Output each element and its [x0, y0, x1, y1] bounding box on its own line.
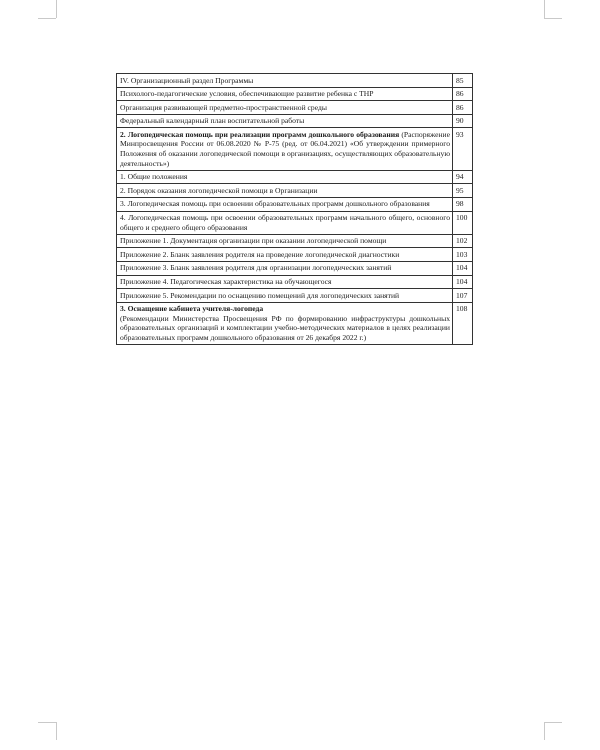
crop-mark	[544, 722, 562, 723]
toc-page-number: 108	[453, 302, 473, 344]
toc-title: Психолого-педагогические условия, обеспечивающие развитие ребенка с ТНР	[117, 87, 453, 101]
toc-title: 4. Логопедическая помощь при освоении образовательных программ начального общего, основного общего и среднего общего образования	[117, 211, 453, 234]
toc-row	[117, 211, 473, 234]
toc-title: Приложение 4. Педагогическая характеристика на обучающегося	[117, 275, 453, 289]
toc-section-note: (Распоряжение Минпросвещения России от 06.08.2020 № Р-75 (ред. от 06.04.2021) «Об утверждении примерного Положения об оказании логопедической помощи в организациях, осуществляющих образовательную деятельность»)	[120, 129, 450, 168]
toc-page-number: 103	[453, 248, 473, 262]
toc-page-number: 98	[453, 197, 473, 211]
toc-page-number: 94	[453, 170, 473, 184]
toc-row	[117, 289, 473, 303]
crop-mark	[38, 18, 56, 19]
toc-page-number: 93	[453, 128, 473, 170]
toc-title: IV. Организационный раздел Программы	[117, 74, 453, 88]
toc-page-number: 86	[453, 87, 473, 101]
toc-title: 2. Порядок оказания логопедической помощи в Организации	[117, 184, 453, 198]
toc-row	[117, 275, 473, 289]
toc-title: Приложение 1. Документация организации при оказании логопедической помощи	[117, 234, 453, 248]
toc-row	[117, 170, 473, 184]
crop-mark	[544, 722, 545, 740]
toc-title: Приложение 2. Бланк заявления родителя на проведение логопедической диагностики	[117, 248, 453, 262]
toc-row	[117, 128, 473, 170]
crop-mark	[38, 722, 56, 723]
toc-page-number: 90	[453, 114, 473, 128]
toc-page-number: 104	[453, 275, 473, 289]
crop-mark	[544, 0, 545, 18]
toc-page-number: 86	[453, 101, 473, 115]
toc-row	[117, 234, 473, 248]
toc-title: 1. Общие положения	[117, 170, 453, 184]
toc-row	[117, 101, 473, 115]
crop-mark	[56, 0, 57, 18]
toc-row	[117, 197, 473, 211]
toc-title: Приложение 5. Рекомендации по оснащению помещений для логопедических занятий	[117, 289, 453, 303]
toc-row	[117, 114, 473, 128]
toc-section-heading: 2. Логопедическая помощь при реализации программ дошкольного образования	[120, 129, 400, 139]
crop-mark	[544, 18, 562, 19]
toc-row	[117, 261, 473, 275]
toc-page-number: 95	[453, 184, 473, 198]
toc-row	[117, 87, 473, 101]
table-of-contents	[116, 73, 473, 345]
toc-section-entry	[117, 128, 453, 170]
toc-page-number: 100	[453, 211, 473, 234]
toc-section-heading: 3. Оснащение кабинета учителя-логопеда	[120, 304, 264, 314]
crop-mark	[56, 722, 57, 740]
toc-title: Федеральный календарный план воспитательной работы	[117, 114, 453, 128]
toc-title: Организация развивающей предметно-пространственной среды	[117, 101, 453, 115]
toc-title: Приложение 3. Бланк заявления родителя для организации логопедических занятий	[117, 261, 453, 275]
toc-row	[117, 248, 473, 262]
toc-page-number: 107	[453, 289, 473, 303]
toc-row	[117, 74, 473, 88]
toc-page-number: 102	[453, 234, 473, 248]
toc-row	[117, 184, 473, 198]
toc-page-number: 104	[453, 261, 473, 275]
toc-title: 3. Логопедическая помощь при освоении образовательных программ дошкольного образования	[117, 197, 453, 211]
toc-section-entry	[117, 302, 453, 344]
toc-row	[117, 302, 473, 344]
toc-page-number: 85	[453, 74, 473, 88]
toc-section-note: (Рекомендации Министерства Просвещения РФ по формированию инфраструктуры дошкольных образовательных организаций и комплектации учебно-методических материалов в целях реализации образовательных программ дошкольного образования от 26 декабря 2022 г.)	[120, 313, 450, 342]
